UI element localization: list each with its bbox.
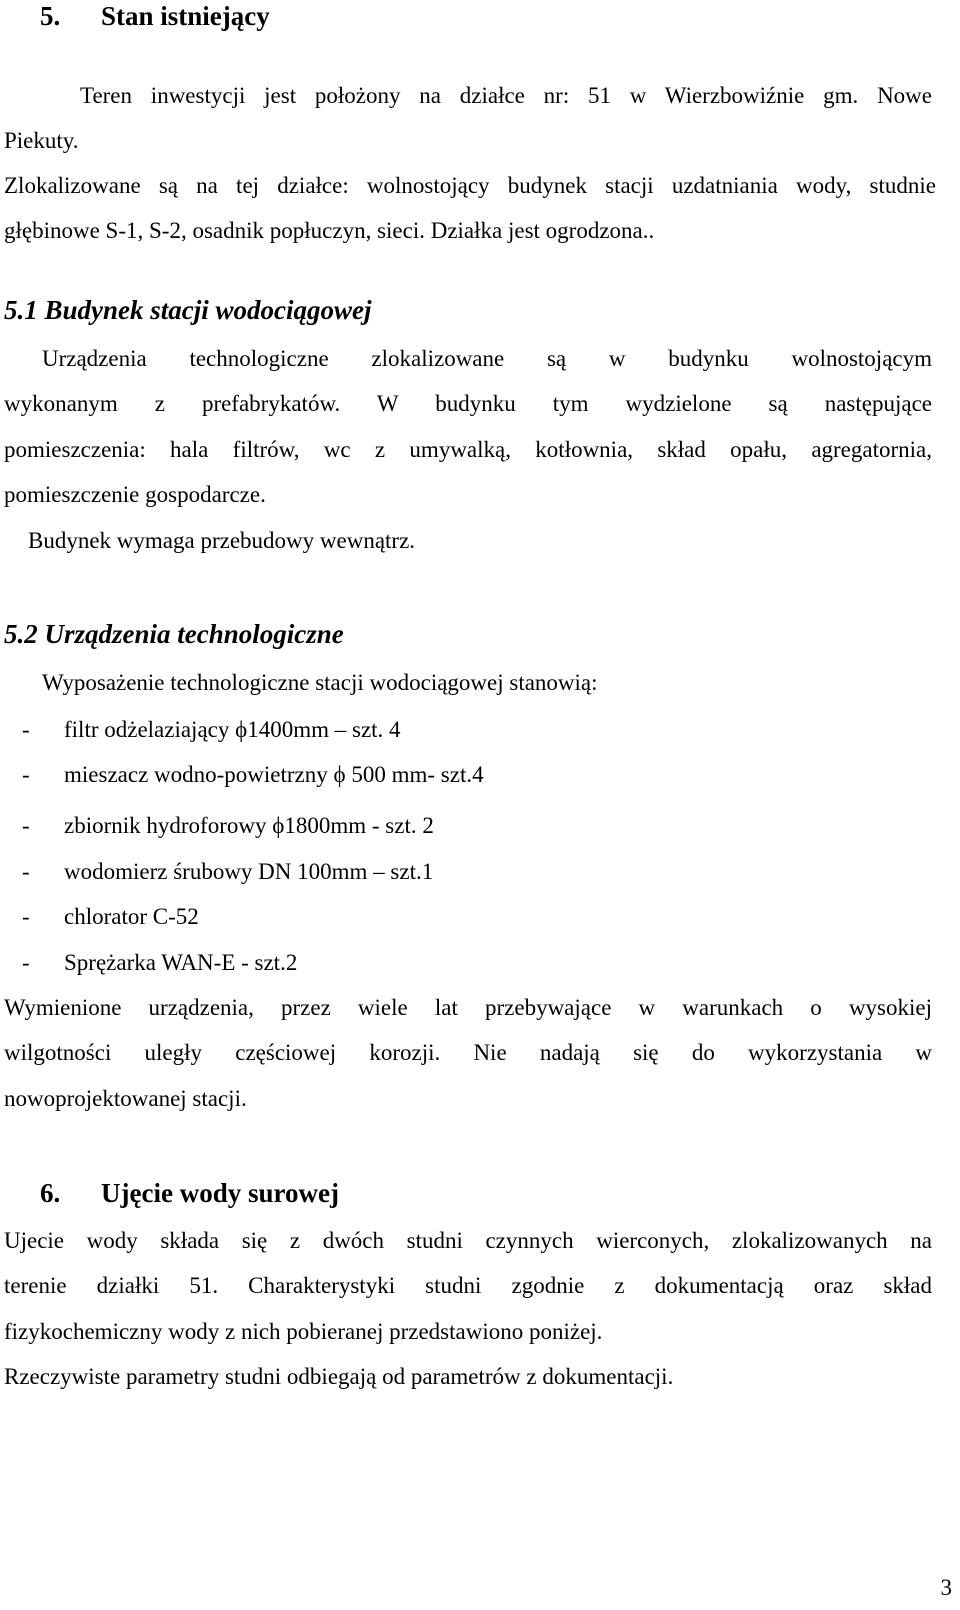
page-number: 3	[940, 1575, 952, 1600]
section-5-2-title: 5.2 Urządzenia technologiczne	[4, 619, 344, 649]
section-6-number: 6.	[40, 1178, 61, 1208]
section-5-1-title: 5.1 Budynek stacji wodociągowej	[4, 295, 372, 325]
section-5-number: 5.	[40, 1, 61, 31]
section-5-paragraph-2-line-2: głębinowe S-1, S-2, osadnik popłuczyn, sieci. Działka jest ogrodzona..	[4, 218, 655, 243]
list-dash: -	[22, 904, 30, 929]
section-6-line-2: terenie działki 51. Charakterystyki studni zgodnie z dokumentacją oraz skład	[4, 1273, 932, 1298]
section-5-1-line-5: Budynek wymaga przebudowy wewnątrz.	[28, 528, 416, 553]
section-5-2-line-2: wilgotności uległy częściowej korozji. Nie nadają się do wykorzystania w	[4, 1040, 932, 1065]
section-6-title: Ujęcie wody surowej	[101, 1178, 339, 1208]
section-5-paragraph-1-line-2: Piekuty.	[4, 128, 79, 153]
list-dash: -	[22, 813, 30, 838]
list-dash: -	[22, 762, 30, 787]
section-5-1-line-2: wykonanym z prefabrykatów. W budynku tym wydzielone są następujące	[4, 391, 932, 416]
section-5-paragraph-2-line-1: Zlokalizowane są na tej działce: wolnostojący budynek stacji uzdatniania wody, studnie	[4, 173, 936, 198]
section-6-line-3: fizykochemiczny wody z nich pobieranej przedstawiono poniżej.	[4, 1319, 603, 1344]
list-dash: -	[22, 717, 30, 742]
list-item-text: wodomierz śrubowy DN 100mm – szt.1	[64, 859, 434, 884]
list-dash: -	[22, 859, 30, 884]
list-item-text: chlorator C-52	[64, 904, 199, 929]
section-5-1-line-1: Urządzenia technologiczne zlokalizowane są w budynku wolnostojącym	[42, 346, 932, 371]
list-item-text: Sprężarka WAN-E - szt.2	[64, 950, 298, 975]
section-5-1-line-3: pomieszczenia: hala filtrów, wc z umywalką, kotłownia, skład opału, agregatornia,	[4, 437, 932, 462]
list-item-text: mieszacz wodno-powietrzny ϕ 500 mm- szt.4	[64, 762, 484, 787]
section-5-2-intro: Wyposażenie technologiczne stacji wodociągowej stanowią:	[42, 670, 598, 695]
section-6-line-4: Rzeczywiste parametry studni odbiegają od parametrów z dokumentacji.	[4, 1364, 674, 1389]
list-item-text: filtr odżelaziający ϕ1400mm – szt. 4	[64, 717, 401, 742]
section-5-2-line-1: Wymienione urządzenia, przez wiele lat przebywające w warunkach o wysokiej	[4, 995, 932, 1020]
section-5-1-line-4: pomieszczenie gospodarcze.	[4, 482, 266, 507]
list-dash: -	[22, 950, 30, 975]
section-5-2-line-3: nowoprojektowanej stacji.	[4, 1086, 247, 1111]
list-item-text: zbiornik hydroforowy ϕ1800mm - szt. 2	[64, 813, 434, 838]
section-6-line-1: Ujecie wody składa się z dwóch studni czynnych wierconych, zlokalizowanych na	[4, 1228, 932, 1253]
section-5-title: Stan istniejący	[101, 1, 270, 31]
section-5-paragraph-1-line-1: Teren inwestycji jest położony na działce nr: 51 w Wierzbowiźnie gm. Nowe	[80, 83, 932, 108]
